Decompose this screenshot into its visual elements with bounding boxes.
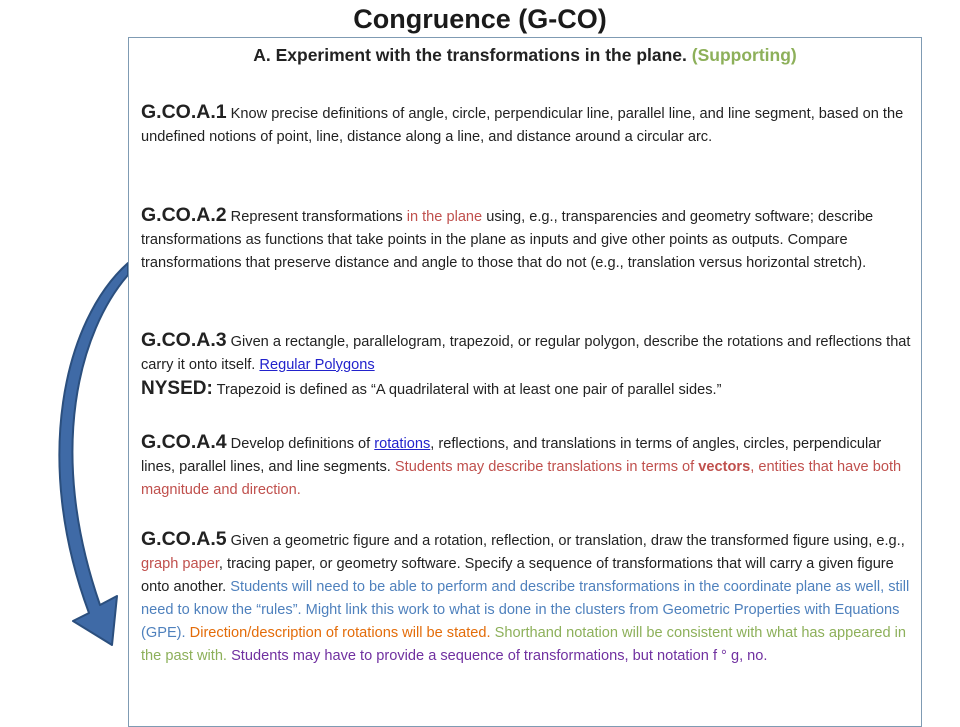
standard-note-orange: Direction/description of rotations will be stated. (189, 625, 491, 641)
regular-polygons-link[interactable]: Regular Polygons (259, 357, 375, 373)
standard-text-cont: , reflections, and translations in terms of angles, circles, perpendicular lines, parallel lines, and line segments. (141, 436, 882, 475)
standard-text: Represent transformations (230, 209, 403, 225)
nysed-text: Trapezoid is defined as “A quadrilateral with at least one pair of parallel sides.” (216, 382, 722, 398)
standard-a2 (141, 204, 913, 275)
standard-note-blue: Students will need to be able to perform and describe transformations in the coordinate plane as well, still need to know the “rules”. Might link this work to what is done in the clusters from Geometric Properties with Equations (GPE). (141, 579, 910, 641)
rotations-link[interactable]: rotations (374, 436, 431, 452)
standard-a3 (141, 329, 913, 402)
standard-code: G.CO.A.4 (141, 431, 227, 453)
vectors-term: vectors (698, 459, 751, 475)
standard-note-red: Students may describe translations in terms of (394, 459, 695, 475)
slide-title: Congruence (G-CO) (353, 4, 607, 34)
standard-note-red: in the plane (406, 209, 483, 225)
standard-code: G.CO.A.5 (141, 528, 227, 550)
cluster-tag: (Supporting) (691, 45, 797, 65)
standard-note-red-cont: , entities that have both magnitude and direction. (141, 459, 902, 498)
content-box (128, 37, 922, 727)
standard-a1 (141, 101, 913, 149)
standard-note-purple: Students may have to provide a sequence of transformations, but notation f ° g, no. (231, 648, 768, 664)
standard-text: Given a rectangle, parallelogram, trapezoid, or regular polygon, describe the rotations and reflections that carry it onto itself. (141, 334, 911, 373)
curved-arrow-shape (59, 263, 128, 645)
curved-arrow-icon (0, 0, 140, 720)
standard-a4 (141, 431, 913, 502)
standard-code: G.CO.A.1 (141, 101, 227, 123)
nysed-label: NYSED: (141, 378, 213, 399)
standard-text-cont: using, e.g., transparencies and geometry software; describe transformations as functions that take points in the plane as inputs and give other points as outputs. Compare transformations that preserve distance and angle to those that do not (e.g., translation versus horizontal stretch). (141, 209, 874, 271)
cluster-heading-text: A. Experiment with the transformations in the plane. (253, 45, 687, 65)
standard-text: Know precise definitions of angle, circle, perpendicular line, parallel line, and line segment, based on the undefined notions of point, line, distance along a line, and distance around a circular arc. (141, 106, 904, 145)
standard-a5 (141, 528, 913, 668)
standard-text-cont: , tracing paper, or geometry software. Specify a sequence of transformations that will carry a given figure onto another. (141, 556, 894, 595)
graph-paper-note: graph paper (141, 556, 219, 572)
standard-note-olive: Shorthand notation will be consistent with what has appeared in the past with. (141, 625, 906, 664)
standard-text: Given a geometric figure and a rotation, reflection, or translation, draw the transformed figure using, e.g., (230, 533, 905, 549)
standard-code: G.CO.A.2 (141, 204, 227, 226)
cluster-heading (129, 45, 921, 66)
standard-code: G.CO.A.3 (141, 329, 227, 351)
standard-text: Develop definitions of (230, 436, 371, 452)
